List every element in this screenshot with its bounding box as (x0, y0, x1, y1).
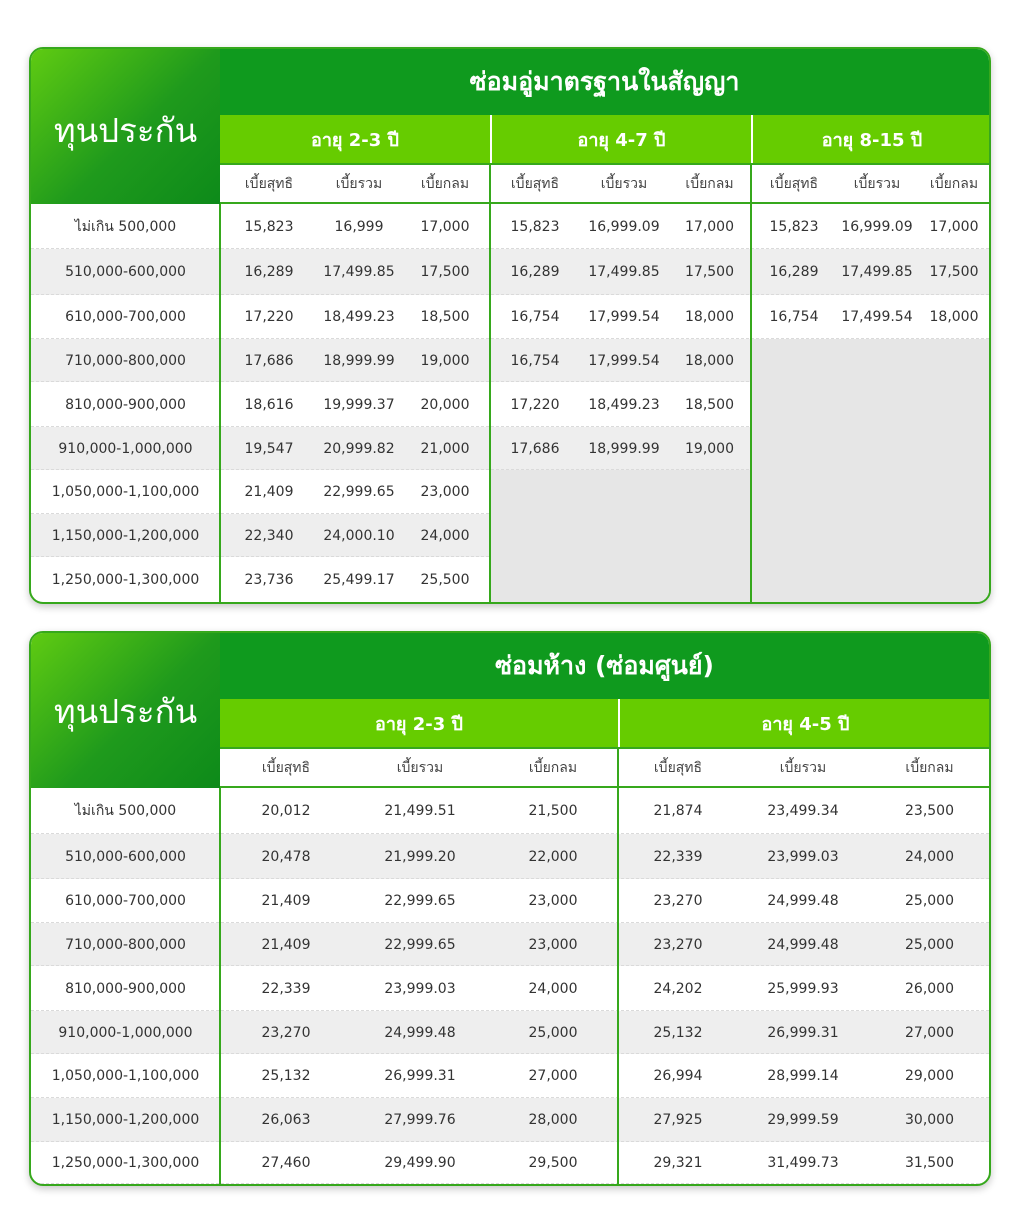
table-title: ซ่อมอู่มาตรฐานในสัญญา (220, 49, 989, 115)
premium-cell: 19,999.37 (323, 396, 395, 413)
column-header: เบี้ยกลม (868, 747, 991, 788)
premium-cell: 22,000 (528, 848, 578, 865)
column-header: เบี้ยกลม (488, 747, 618, 788)
sum-insured-header: ทุนประกัน (31, 633, 220, 788)
premium-cell: 23,000 (420, 484, 470, 500)
premium-cell: 30,000 (905, 1112, 954, 1128)
table-row (31, 204, 989, 249)
divider (750, 163, 752, 602)
table-title: ซ่อมห้าง (ซ่อมศูนย์) (220, 633, 989, 699)
premium-cell: 17,500 (685, 264, 734, 280)
column-header: เบี้ยกลม (917, 163, 991, 204)
table-row (31, 966, 989, 1011)
premium-cell: 16,999.09 (841, 218, 913, 235)
premium-cell: 29,321 (653, 1155, 703, 1171)
premium-cell: 20,999.82 (323, 440, 395, 457)
premium-cell: 22,339 (653, 848, 703, 865)
premium-cell: 21,409 (244, 484, 294, 500)
premium-cell: 22,999.65 (384, 893, 456, 909)
premium-cell: 17,686 (510, 440, 560, 457)
premium-cell: 23,270 (653, 893, 703, 909)
premium-cell: 20,478 (261, 848, 311, 865)
premium-cell: 24,000 (420, 527, 470, 544)
empty-area (751, 339, 991, 604)
row-sum-insured-label: 1,250,000-1,300,000 (51, 1155, 200, 1171)
table-row (31, 1011, 989, 1054)
premium-cell: 25,999.93 (767, 980, 839, 997)
premium-cell: 18,999.99 (323, 352, 395, 369)
column-header: เบี้ยรวม (318, 163, 400, 204)
premium-cell: 16,289 (769, 264, 819, 280)
premium-cell: 19,000 (420, 352, 470, 369)
row-sum-insured-label: ไม่เกิน 500,000 (74, 218, 177, 235)
premium-cell: 21,500 (528, 803, 578, 819)
column-header: เบี้ยสุทธิ (751, 163, 837, 204)
age-group-header: อายุ 8-15 ปี (751, 115, 991, 163)
premium-cell: 22,999.65 (384, 936, 456, 953)
premium-cell: 15,823 (769, 218, 819, 235)
row-sum-insured-label: 1,150,000-1,200,000 (51, 1112, 200, 1128)
premium-cell: 26,999.31 (767, 1024, 839, 1041)
table-row (31, 834, 989, 879)
dealer-repair-table (29, 631, 991, 1186)
age-group-header: อายุ 2-3 ปี (220, 115, 490, 163)
premium-cell: 17,686 (244, 352, 294, 369)
premium-cell: 24,999.48 (384, 1024, 456, 1041)
divider (219, 204, 221, 602)
premium-cell: 29,000 (905, 1068, 954, 1084)
premium-cell: 20,012 (261, 803, 311, 819)
premium-cell: 21,409 (261, 893, 311, 909)
table-row (31, 923, 989, 966)
premium-cell: 22,999.65 (323, 484, 395, 500)
premium-cell: 26,999.31 (384, 1068, 456, 1084)
premium-cell: 15,823 (244, 218, 294, 235)
premium-cell: 18,000 (685, 352, 734, 369)
premium-cell: 18,499.23 (323, 309, 395, 325)
premium-cell: 17,500 (420, 264, 470, 280)
premium-cell: 28,000 (528, 1112, 578, 1128)
premium-cell: 28,999.14 (767, 1068, 839, 1084)
premium-cell: 17,499.85 (841, 264, 913, 280)
premium-cell: 23,499.34 (767, 803, 839, 819)
column-header: เบี้ยรวม (738, 747, 868, 788)
premium-cell: 17,000 (929, 218, 979, 235)
premium-cell: 20,000 (420, 396, 470, 413)
premium-cell: 23,000 (528, 893, 578, 909)
premium-cell: 25,132 (261, 1068, 311, 1084)
empty-area (490, 470, 751, 604)
age-group-header: อายุ 4-7 ปี (490, 115, 751, 163)
row-sum-insured-label: ไม่เกิน 500,000 (74, 803, 177, 819)
column-header: เบี้ยสุทธิ (220, 163, 318, 204)
premium-cell: 16,754 (510, 309, 560, 325)
premium-cell: 21,000 (420, 440, 470, 457)
age-group-header: อายุ 4-5 ปี (618, 699, 991, 747)
premium-cell: 17,499.54 (841, 309, 913, 325)
row-sum-insured-label: 810,000-900,000 (65, 980, 186, 997)
premium-cell: 25,000 (905, 893, 954, 909)
table-row (31, 788, 989, 834)
premium-cell: 23,736 (244, 572, 294, 588)
premium-cell: 25,500 (420, 572, 470, 588)
premium-cell: 18,616 (244, 396, 294, 413)
premium-cell: 17,500 (929, 264, 979, 280)
premium-cell: 25,000 (905, 936, 954, 953)
premium-cell: 24,000 (905, 848, 954, 865)
divider (617, 747, 619, 1184)
row-sum-insured-label: 610,000-700,000 (65, 309, 186, 325)
premium-cell: 31,500 (905, 1155, 954, 1171)
premium-cell: 22,340 (244, 527, 294, 544)
premium-cell: 26,994 (653, 1068, 703, 1084)
premium-cell: 18,999.99 (588, 440, 660, 457)
age-group-header: อายุ 2-3 ปี (220, 699, 618, 747)
column-header: เบี้ยรวม (580, 163, 668, 204)
premium-cell: 26,063 (261, 1112, 311, 1128)
premium-cell: 27,999.76 (384, 1112, 456, 1128)
premium-cell: 17,499.85 (323, 264, 395, 280)
premium-cell: 25,000 (528, 1024, 578, 1041)
table-row (31, 295, 989, 339)
row-sum-insured-label: 1,050,000-1,100,000 (51, 1068, 200, 1084)
premium-cell: 21,999.20 (384, 848, 456, 865)
premium-cell: 24,999.48 (767, 893, 839, 909)
premium-cell: 16,754 (510, 352, 560, 369)
table-row (31, 879, 989, 923)
row-sum-insured-label: 810,000-900,000 (65, 396, 186, 413)
premium-cell: 16,289 (510, 264, 560, 280)
premium-cell: 17,220 (510, 396, 560, 413)
premium-cell: 21,409 (261, 936, 311, 953)
column-header: เบี้ยสุทธิ (220, 747, 352, 788)
premium-cell: 24,999.48 (767, 936, 839, 953)
row-sum-insured-label: 910,000-1,000,000 (58, 1024, 193, 1041)
premium-cell: 17,000 (420, 218, 470, 235)
premium-cell: 24,202 (653, 980, 703, 997)
premium-cell: 15,823 (510, 218, 560, 235)
premium-cell: 23,270 (261, 1024, 311, 1041)
premium-cell: 23,999.03 (767, 848, 839, 865)
premium-cell: 19,000 (685, 440, 734, 457)
premium-cell: 27,000 (905, 1024, 954, 1041)
column-header: เบี้ยกลม (668, 163, 751, 204)
row-sum-insured-label: 1,150,000-1,200,000 (51, 527, 200, 544)
premium-cell: 17,220 (244, 309, 294, 325)
premium-cell: 16,999.09 (588, 218, 660, 235)
premium-cell: 16,754 (769, 309, 819, 325)
column-header: เบี้ยกลม (400, 163, 490, 204)
premium-cell: 18,499.23 (588, 396, 660, 413)
premium-cell: 23,000 (528, 936, 578, 953)
premium-cell: 31,499.73 (767, 1155, 839, 1171)
premium-cell: 17,499.85 (588, 264, 660, 280)
premium-cell: 26,000 (905, 980, 954, 997)
premium-cell: 27,925 (653, 1112, 703, 1128)
premium-cell: 27,000 (528, 1068, 578, 1084)
premium-cell: 19,547 (244, 440, 294, 457)
standard-garage-repair-table (29, 47, 991, 604)
premium-cell: 18,000 (685, 309, 734, 325)
premium-cell: 18,500 (685, 396, 734, 413)
row-sum-insured-label: 510,000-600,000 (65, 264, 186, 280)
premium-cell: 16,999 (334, 218, 384, 235)
premium-cell: 29,499.90 (384, 1155, 456, 1171)
column-header: เบี้ยรวม (837, 163, 917, 204)
table-row (31, 249, 989, 295)
column-header: เบี้ยสุทธิ (490, 163, 580, 204)
row-sum-insured-label: 910,000-1,000,000 (58, 440, 193, 457)
premium-cell: 18,000 (929, 309, 979, 325)
row-sum-insured-label: 510,000-600,000 (65, 848, 186, 865)
premium-cell: 17,000 (685, 218, 734, 235)
premium-cell: 27,460 (261, 1155, 311, 1171)
row-sum-insured-label: 610,000-700,000 (65, 893, 186, 909)
premium-cell: 29,999.59 (767, 1112, 839, 1128)
premium-cell: 24,000.10 (323, 527, 395, 544)
premium-cell: 25,132 (653, 1024, 703, 1041)
row-sum-insured-label: 1,250,000-1,300,000 (51, 572, 200, 588)
premium-cell: 24,000 (528, 980, 578, 997)
premium-cell: 16,289 (244, 264, 294, 280)
premium-cell: 22,339 (261, 980, 311, 997)
premium-cell: 23,500 (905, 803, 954, 819)
premium-cell: 18,500 (420, 309, 470, 325)
divider (219, 788, 221, 1184)
premium-cell: 23,270 (653, 936, 703, 953)
premium-cell: 17,999.54 (588, 352, 660, 369)
divider (489, 163, 491, 602)
table-row (31, 1098, 989, 1142)
premium-cell: 17,999.54 (588, 309, 660, 325)
row-sum-insured-label: 710,000-800,000 (65, 936, 186, 953)
row-sum-insured-label: 1,050,000-1,100,000 (51, 484, 200, 500)
premium-cell: 29,500 (528, 1155, 578, 1171)
premium-cell: 25,499.17 (323, 572, 395, 588)
premium-cell: 23,999.03 (384, 980, 456, 997)
row-sum-insured-label: 710,000-800,000 (65, 352, 186, 369)
column-header: เบี้ยสุทธิ (618, 747, 738, 788)
premium-cell: 21,499.51 (384, 803, 456, 819)
table-row (31, 1054, 989, 1098)
table-row (31, 1142, 989, 1184)
column-header: เบี้ยรวม (352, 747, 488, 788)
premium-cell: 21,874 (653, 803, 703, 819)
sum-insured-header: ทุนประกัน (31, 49, 220, 204)
